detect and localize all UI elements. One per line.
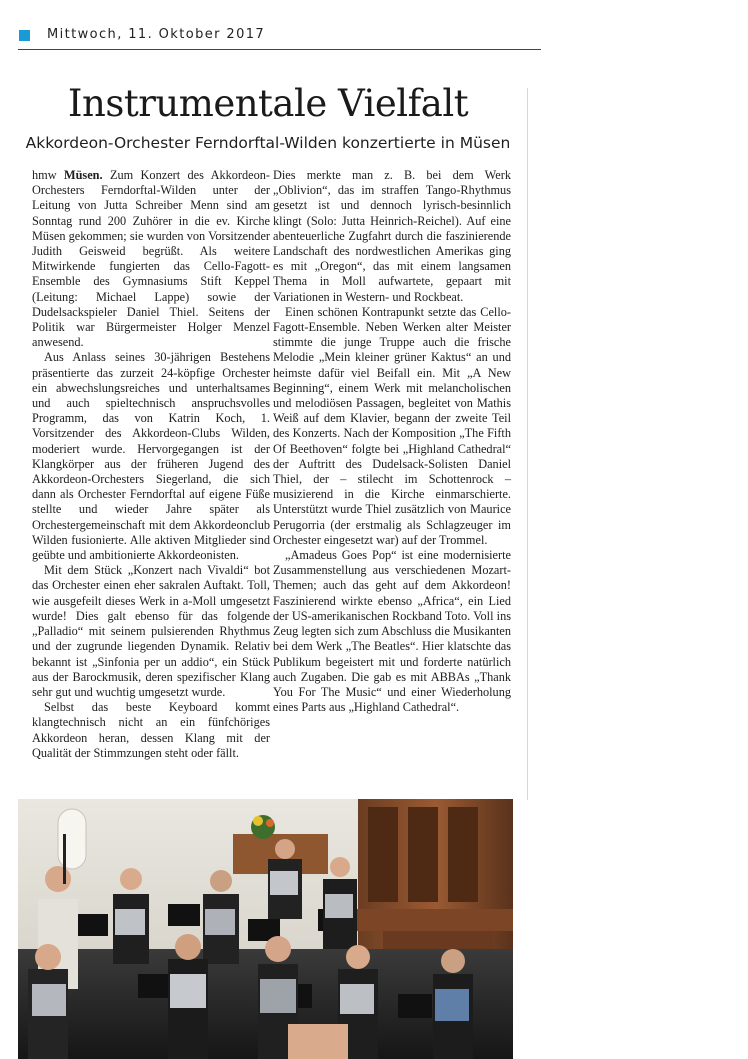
- article-headline: Instrumentale Vielfalt: [67, 82, 469, 125]
- concert-photo: [18, 799, 513, 1059]
- paragraph: Einen schönen Kontrapunkt setzte das Cello-Fagott-Ensemble. Neben Werken alter Meister stimmte die junge Truppe auch die frische Melodie „Mein kleiner grüner Kaktus“ an und heimste dafür viel Beifall ein. Mit „A New Beginning“, einem Werk mit melancholischen und melodiösen Passagen, begleitet von Mathis Weiß auf dem Klavier, begann der zweite Teil des Konzerts. Nach der Komposition „The Fifth Of Beethoven“ folgte bei „Highland Cathedral“ der Auftritt des Dudelsack-Solisten Daniel Thiel, der – stilecht im Schottenrock – musizierend in die Kirche einmarschierte. Unterstützt wurde Thiel zusätzlich von Maurice Perugorria (der erstmalig als Schlagzeuger im Orchester eingesetzt war) auf der Trommel.: [273, 304, 511, 547]
- author-abbrev: hmw: [32, 168, 57, 182]
- column-divider: [527, 88, 528, 800]
- paragraph-text: Zum Konzert des Akkordeon-Orchesters Ferndorftal-Wilden unter der Leitung von Jutta Schreiber Menn sind am Sonntag rund 200 Zuhörer in die ev. Kirche Müsen gekommen; sie wurden von Vorsitzender Judith Geisweid begrüßt. Als weitere Mitwirkende fungierten das Cello-Fagott-Ensemble des Gymnasiums Stift Keppel (Leitung: Michael Lappe) sowie der Dudelsackspieler Daniel Thiel. Seitens der Politik war Bürgermeister Holger Menzel anwesend.: [32, 168, 271, 350]
- paragraph: Dies merkte man z. B. bei dem Werk „Oblivion“, das im straffen Tango-Rhythmus gesetzt ist und dennoch lyrisch-besinnlich klingt (Solo: Jutta Heinrich-Reichel). Auf eine abenteuerliche Zugfahrt durch die faszinierende Landschaft des nordwestlichen Amerikas ging es mit „Oregon“, das mit einem langsamen Thema in Moll aufwartete, gepaart mit Variationen in Western- und Rockbeat.: [273, 168, 511, 304]
- issue-date: Mittwoch, 11. Oktober 2017: [47, 27, 266, 42]
- paragraph: „Amadeus Goes Pop“ ist eine modernisierte Zusammenstellung aus verschiedenen Mozart-Themen; auch das geht auf dem Akkordeon! Faszinierend wirkte ebenso „Africa“, ein Lied der US-amerikanischen Rockband Toto. Voll ins Zeug legten sich zum Abschluss die Musikanten bei dem Werk „The Beatles“. Hier klatschte das Publikum begeistert mit und forderte natürlich auch Zugaben. Die gab es mit ABBAs „Thank You For The Music“ und einer Wiederholung eines Parts aus „Highland Cathedral“.: [273, 548, 511, 715]
- article-column-1: [32, 168, 270, 761]
- dateline-bar: [18, 27, 541, 50]
- section-marker-icon: [19, 30, 30, 41]
- place-dateline: Müsen.: [63, 168, 103, 182]
- lead-paragraph: [32, 168, 270, 350]
- paragraph: Selbst das beste Keyboard kommt klangtechnisch nicht an ein fünfchöriges Akkordeon heran, dessen Klang mit der Qualität der Stimmzungen steht oder fällt.: [32, 700, 270, 760]
- concert-photo-illustration: [18, 799, 513, 1059]
- paragraph: Aus Anlass seines 30-jährigen Bestehens präsentierte das zurzeit 24-köpfige Orchester ein abwechslungsreiches und unterhaltsames und auch spieltechnisch anspruchsvolles Programm, das von Katrin Koch, 1. Vorsitzender des Akkordeon-Clubs Wilden, moderiert wurde. Hervorgegangen ist der Klangkörper aus der früheren Jugend des Akkordeon-Orchesters Siegerland, die sich dann als Orchester Ferndorftal auf eigene Füße stellte und wieder Jahre später als Orchestergemeinschaft mit dem Akkordeonclub Wilden fusionierte. Alle aktiven Mitglieder sind geübte und ambitionierte Akkordeonisten.: [32, 350, 270, 563]
- article-column-2: [273, 168, 511, 715]
- paragraph: Mit dem Stück „Konzert nach Vivaldi“ bot das Orchester einen eher sakralen Auftakt. Toll, wie ausgefeilt dieses Werk in a-Moll umgesetzt wurde! Dies galt ebenso für das folgende „Palladio“ mit seinem pulsierenden Rhythmus und der zugrunde liegenden Dynamik. Relativ bekannt ist „Sinfonia per un addio“, ein Stück aus der Barockmusik, deren spezifischer Klang sehr gut und wuchtig umgesetzt wurde.: [32, 563, 270, 699]
- article-subheadline: Akkordeon-Orchester Ferndorftal-Wilden konzertierte in Müsen: [25, 134, 511, 152]
